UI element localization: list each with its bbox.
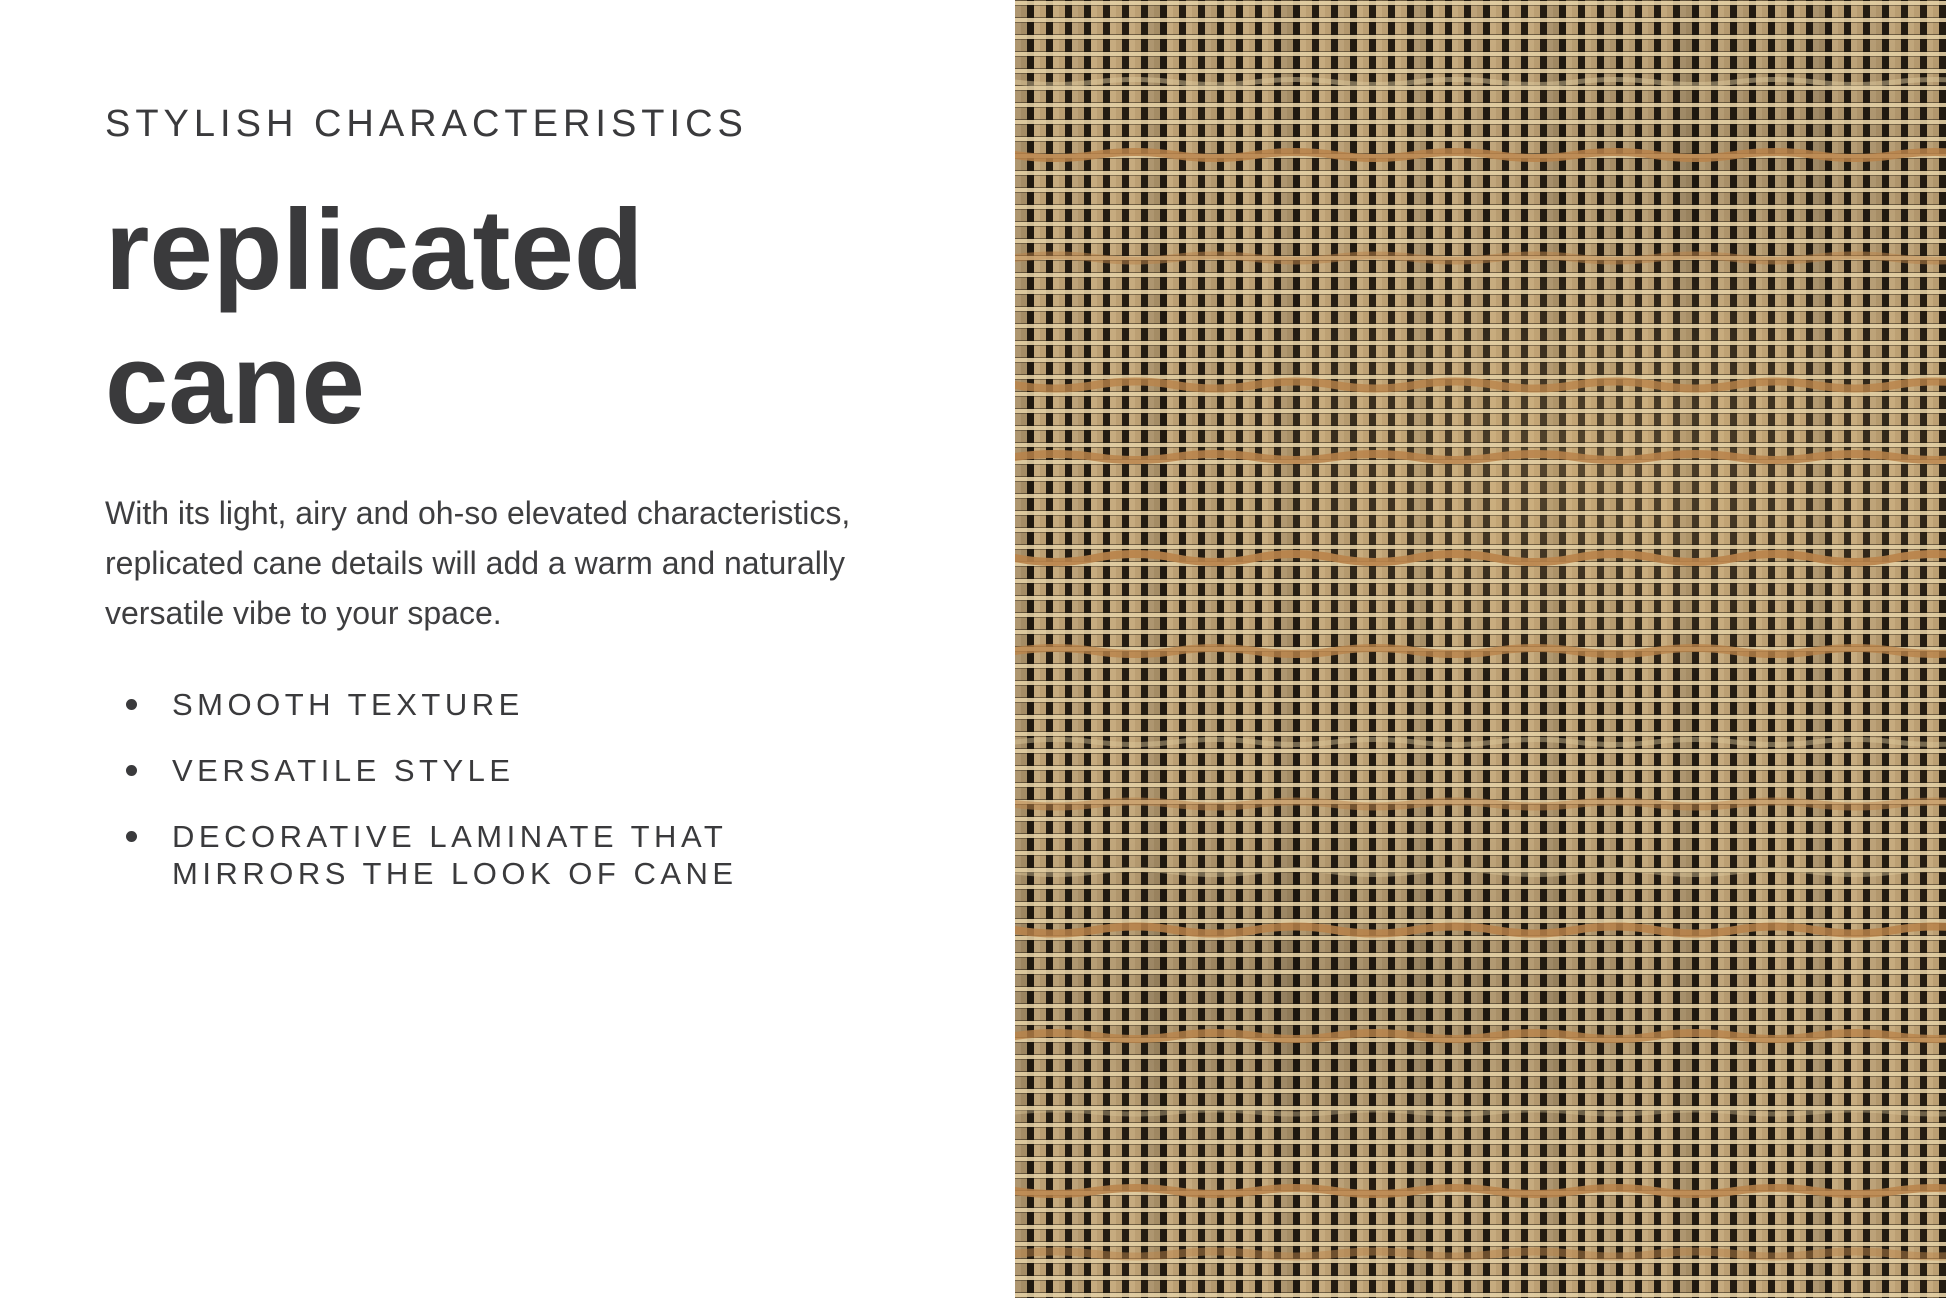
list-item-label: DECORATIVE LAMINATE THAT — [172, 818, 728, 854]
description-line: With its light, airy and oh-so elevated characteristics, — [105, 494, 851, 531]
list-item-label: SMOOTH TEXTURE — [172, 686, 524, 722]
eyebrow-heading: STYLISH CHARACTERISTICS — [105, 103, 748, 145]
list-item-label: MIRRORS THE LOOK OF CANE — [172, 855, 738, 891]
cane-texture-image — [1015, 0, 1946, 1298]
list-item — [105, 686, 955, 723]
list-item — [105, 752, 955, 789]
list-item-label: VERSATILE STYLE — [172, 752, 515, 788]
page-title: replicated cane — [105, 186, 644, 448]
description-line: versatile vibe to your space. — [105, 594, 502, 631]
weave-strands-overlay — [1015, 0, 1946, 1298]
description-line: replicated cane details will add a warm and naturally — [105, 544, 845, 581]
list-item — [105, 818, 955, 892]
feature-list — [105, 686, 955, 892]
description-paragraph — [105, 488, 955, 638]
